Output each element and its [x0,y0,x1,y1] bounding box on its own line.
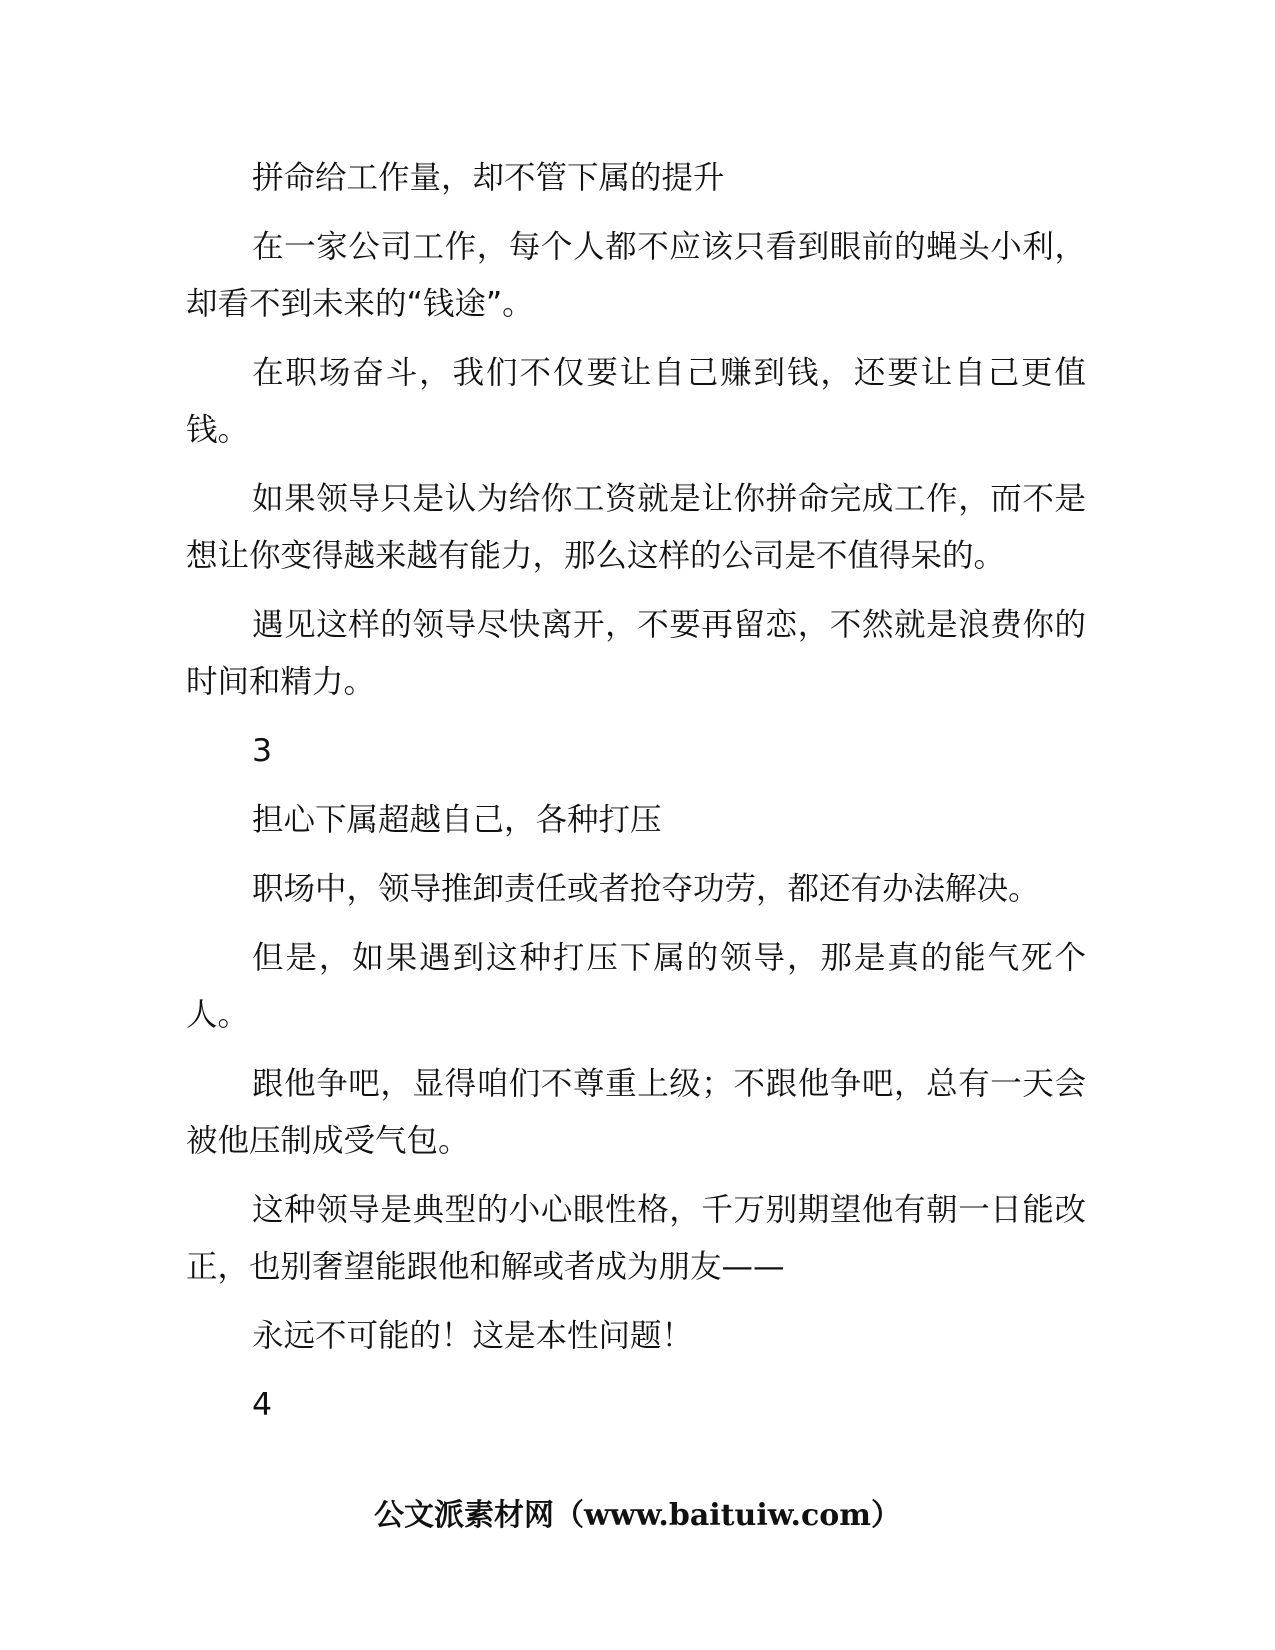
paragraph: 这种领导是典型的小心眼性格，千万别期望他有朝一日能改正，也别奢望能跟他和解或者成为朋友—— [186,1192,1086,1285]
page-footer: 公文派素材网（www.baituiw.com） [373,1498,902,1533]
paragraph: 跟他争吧，显得咱们不尊重上级；不跟他争吧，总有一天会被他压制成受气包。 [186,1066,1086,1159]
paragraph: 在职场奋斗，我们不仅要让自己赚到钱，还要让自己更值钱。 [186,355,1086,448]
section-number: 3 [252,733,273,769]
section-number: 4 [252,1387,273,1423]
paragraph: 在一家公司工作，每个人都不应该只看到眼前的蝇头小利，却看不到未来的“钱途”。 [186,229,1086,322]
paragraph: 职场中，领导推卸责任或者抢夺功劳，都还有办法解决。 [252,871,1040,907]
paragraph-heading: 拼命给工作量，却不管下属的提升 [252,160,725,196]
paragraph: 但是，如果遇到这种打压下属的领导，那是真的能气死个人。 [186,940,1086,1033]
paragraph-heading: 担心下属超越自己，各种打压 [252,802,662,838]
paragraph: 遇见这样的领导尽快离开，不要再留恋，不然就是浪费你的时间和精力。 [186,607,1086,700]
paragraph: 永远不可能的！这是本性问题！ [252,1318,694,1354]
paragraph: 如果领导只是认为给你工资就是让你拼命完成工作，而不是想让你变得越来越有能力，那么这样的公司是不值得呆的。 [186,481,1086,574]
document-body [186,150,1086,1446]
